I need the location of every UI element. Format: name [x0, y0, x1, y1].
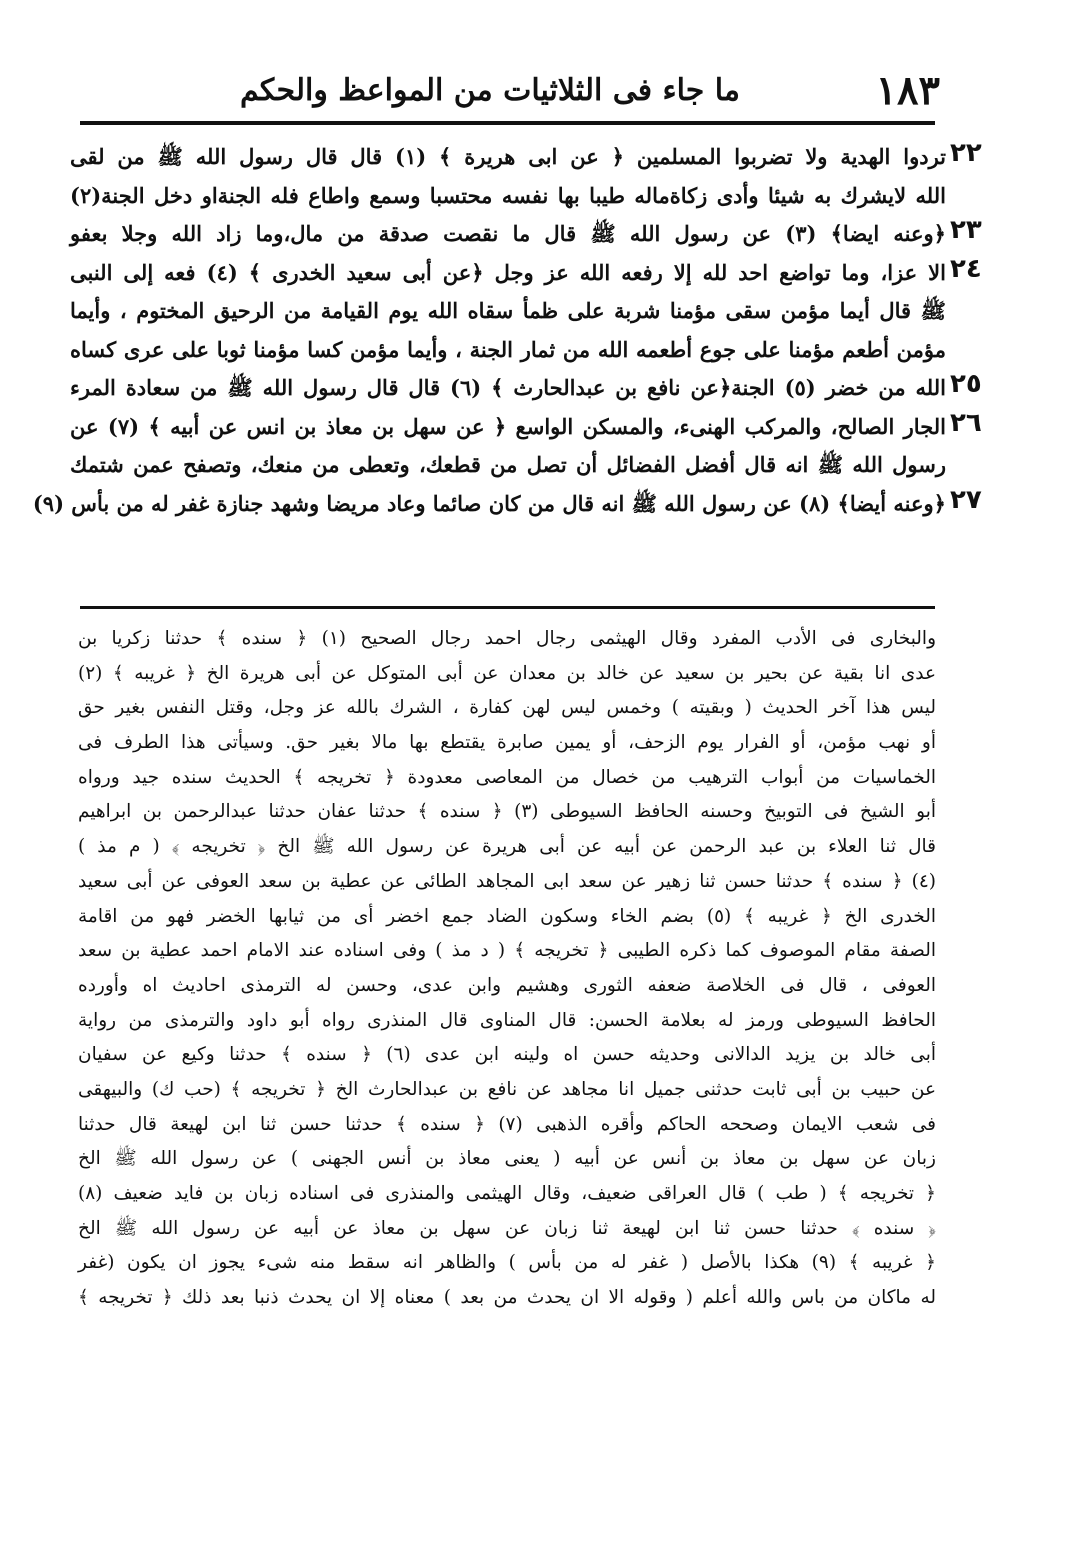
- hadith-number: ٢٥: [950, 369, 982, 399]
- footnote-line: العوفى ، قال فى الخلاصة ضعفه الثورى وهشيم وابن عدى، وحسن له الترمذى احاديث اه وأورده: [78, 974, 936, 996]
- running-title: ما جاء فى الثلاثيات من المواعظ والحكم: [239, 73, 740, 108]
- page-header: [80, 62, 940, 120]
- footnote-line: أو نهب مؤمن، أو الفرار يوم الزحف، أو يمين صابرة يقتطع بها مالا بغير حق. وسيأتى هذا الطرف فى: [78, 732, 936, 754]
- footnote-line: الحافظ السيوطى ورمز له بعلامة الحسن: قال المناوى قال المنذرى رواه أبو داود والترمذى من رواية: [78, 1009, 936, 1031]
- footnote-line: الصفة مقام الموصوف كما ذكره الطيبى ﴿ تخريجه ﴾ ( د مذ ) وفى اسناده عند الامام احمد عطية بن سعد: [78, 940, 936, 962]
- footnote-line: عن حبيب بن أبى ثابت حدثنى جميل انا مجاهد عن نافع بن عبدالحارث الخ ﴿ تخريجه ﴾ (حب ك) والبيهقى: [78, 1078, 936, 1100]
- hadith-number: ٢٤: [950, 254, 982, 284]
- footnote-rule: [80, 606, 935, 609]
- text-line: ﴿وعنه ايضا﴾ (٣) عن رسول الله ﷺ قال ما نقصت صدقة من مال،وما زاد الله وجلا بعفو: [70, 221, 946, 246]
- header-rule: [80, 121, 935, 125]
- footnote-line: فى شعب الايمان وصححه الحاكم وأقره الذهبى (٧) ﴿ سنده ﴾ حدثنا حسن ثنا ابن لهيعة قال حدثنا: [78, 1113, 936, 1135]
- hadith-number: ٢٦: [950, 408, 982, 438]
- page-number: ١٨٣: [875, 67, 940, 114]
- footnote-line: أبو الشيخ فى التوبيخ وحسنه الحافظ السيوطى (٣) ﴿ سنده ﴾ حدثنا عفان حدثنا عبدالرحمن بن ابراهيم: [78, 801, 936, 823]
- hadith-number: ٢٧: [950, 485, 982, 515]
- footnote-line: الخدرى الخ ﴿ غريبه ﴾ (٥) بضم الخاء وسكون الضاد جمع اخضر أى من ثيابها الخضر فهو من اقامة: [78, 905, 936, 927]
- text-line: ﴿وعنه أيضا﴾ (٨) عن رسول الله ﷺ انه قال من كان صائما وعاد مريضا وشهد جنازة غفر له من بأس (٩): [32, 490, 946, 516]
- footnote-line: ﴿ غريبه ﴾ (٩) هكذا بالأصل ( غفر له من بأس ) والظاهر انه سقط منه شىء يجوز ان يكون (غفر: [78, 1252, 937, 1274]
- main-text: [32, 138, 947, 523]
- footnote-line: الخماسيات من أبواب الترهيب من خصال من المعاصى معدودة ﴿ تخريجه ﴾ الحديث سنده جيد ورواه: [78, 766, 936, 788]
- footnote-line: له ماكان من باس والله أعلم ( وقوله الا ان يحدث من بعد ) معناه إلا ان يحدث ذنبا بعد ذلك ﴿ تخريجه ﴾: [78, 1287, 936, 1309]
- footnote-line: (٤) ﴿ سنده ﴾ حدثنا حسن ثنا زهير عن سعد ابى المجاهد الطائى عن عطية بن سعد العوفى عن أبى سعيد: [78, 870, 936, 892]
- text-line: رسول الله ﷺ انه قال أفضل الفضائل أن تصل من قطعك، وتعطى من منعك، وتصفح عمن شتمك: [70, 452, 946, 477]
- footnote-line: زبان عن سهل بن معاذ بن أنس عن أبيه ( يعنى معاذ بن أنس الجهنى ) عن رسول الله ﷺ الخ: [78, 1148, 936, 1170]
- footnote-line: ليس هذا آخر الحديث ( وبقيته ) وخمس ليس لهن كفارة ، الشرك بالله عز وجل، وقتل النفس بغير حق: [78, 697, 936, 719]
- footnote-line: والبخارى فى الأدب المفرد وقال الهيثمى رجال احمد رجال الصحيح (١) ﴿ سنده ﴾ حدثنا زكريا بن: [78, 628, 937, 649]
- hadith-number: ٢٣: [950, 215, 982, 245]
- footnote-line: ﴿ سنده ﴾ حدثنا حسن ثنا ابن لهيعة ثنا زبان عن سهل بن معاذ عن أبيه عن رسول الله ﷺ الخ: [78, 1217, 936, 1239]
- text-line: الله لايشرك به شيئا وأدى زكاةماله طيبا بها نفسه محتسبا وسمع واطاع فله الجنةاو دخل الجنة(٢): [70, 182, 946, 208]
- footnote-line: ﴿ تخريجه ﴾ ( طب ) قال العراقى ضعيف، وقال الهيثمى والمنذرى فى اسناده زبان بن فايد ضعيف (٨): [78, 1183, 936, 1204]
- footnote-line: أبى خالد بن يزيد الدالانى وحديثه حسن اه ولينه ابن عدى (٦) ﴿ سنده ﴾ حدثنا وكيع عن سفيان: [78, 1044, 936, 1066]
- footnote-line: قال ثنا العلاء بن عبد الرحمن عن أبيه عن أبى هريرة عن رسول الله ﷺ الخ ﴿ تخريجه ﴾ ( م مذ ): [78, 836, 936, 858]
- text-line: الله من خضر (٥) الجنة﴿عن نافع بن عبدالحارث ﴾ (٦) قال قال رسول الله ﷺ من سعادة المرء: [70, 375, 946, 400]
- hadith-number: ٢٢: [950, 138, 982, 168]
- text-line: ﷺ قال أيما مؤمن سقى مؤمنا شربة على ظمأ سقاه الله يوم القيامة من الرحيق المختوم ، وأيما: [70, 298, 946, 323]
- text-line: الا عزا، وما تواضع احد لله إلا رفعه الله عز وجل ﴿عن أبى سعيد الخدرى ﴾ (٤) فعه إلى النبى: [70, 259, 946, 285]
- text-line: مؤمن أطعم مؤمنا على جوع أطعمه الله من ثمار الجنة ، وأيما مؤمن كسا مؤمنا ثوبا على عرى كساه: [70, 336, 946, 362]
- footnotes: [78, 622, 936, 1316]
- footnote-line: عدى انا بقية عن بحير بن سعيد عن خالد بن معدان عن أبى المتوكل عن أبى هريرة الخ ﴿ غريبه ﴾ (٢): [78, 662, 936, 684]
- text-line: الجار الصالح، والمركب الهنىء، والمسكن الواسع ﴿ عن سهل بن معاذ بن انس عن أبيه ﴾ (٧) عن: [70, 413, 946, 439]
- text-line: تردوا الهدية ولا تضربوا المسلمين ﴿ عن ابى هريرة ﴾ (١) قال قال رسول الله ﷺ من لقى: [70, 144, 947, 169]
